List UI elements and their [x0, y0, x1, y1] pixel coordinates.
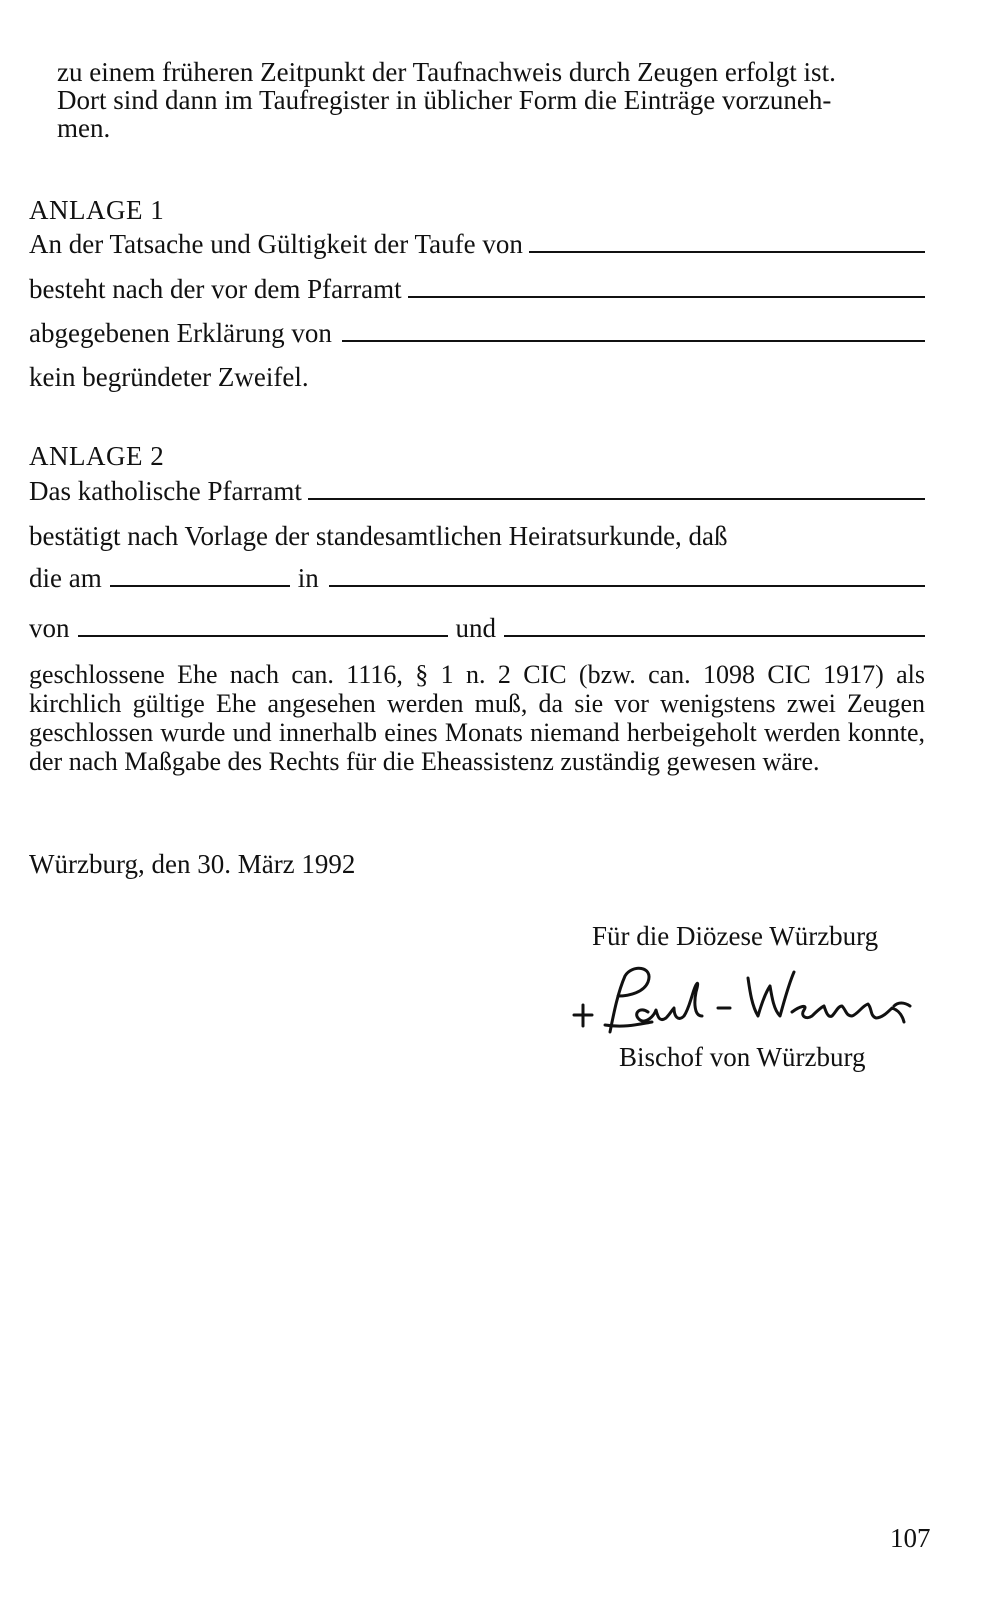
intro-line-1: zu einem früheren Zeitpunkt der Taufnachweis durch Zeugen erfolgt ist. [57, 57, 836, 87]
spouse-1-blank-line[interactable] [78, 635, 448, 637]
handwritten-signature-graphic [570, 962, 930, 1037]
field-label: Das katholische Pfarramt [29, 476, 302, 506]
blank-line[interactable] [342, 340, 925, 342]
anlage-2-heading: ANLAGE 2 [29, 441, 165, 471]
intro-line-2: Dort sind dann im Taufregister in üblicher Form die Einträge vorzuneh- [57, 85, 832, 115]
anlage-1-field-parish [29, 275, 925, 304]
intro-line-3: men. [57, 113, 111, 143]
blank-line[interactable] [529, 251, 925, 253]
page-number: 107 [890, 1523, 931, 1553]
signature [570, 962, 930, 1037]
anlage-2-body: geschlossene Ehe nach can. 1116, § 1 n. 2 CIC (bzw. can. 1098 CIC 1917) als kirchlich gültige Ehe angesehen werden muß, da sie vor wenigstens zwei Zeugen geschlossen wurde und innerhalb eines Monats niemand herbeigeholt werden konnte, der nach Maßgabe des Rechts für die Eheassistenz zuständig gewesen wäre. [29, 660, 925, 776]
anlage-1-heading: ANLAGE 1 [29, 195, 165, 225]
place-label: in [297, 563, 319, 593]
spouse-2-blank-line[interactable] [504, 635, 925, 637]
date-label: die am [29, 563, 102, 593]
anlage-2-date-place-row [29, 564, 925, 593]
bishop-title: Bischof von Würzburg [619, 1042, 866, 1072]
from-label: von [29, 613, 70, 643]
blank-line[interactable] [308, 498, 925, 500]
field-label: abgegebenen Erklärung von [29, 318, 332, 348]
anlage-1-closing: kein begründeter Zweifel. [29, 362, 309, 392]
for-diocese-line: Für die Diözese Würzburg [592, 921, 879, 951]
and-label: und [455, 613, 496, 643]
field-label: besteht nach der vor dem Pfarramt [29, 274, 402, 304]
anlage-1-field-declaration [29, 319, 925, 348]
place-date: Würzburg, den 30. März 1992 [29, 849, 356, 879]
anlage-2-field-parish [29, 477, 925, 506]
blank-line[interactable] [408, 296, 925, 298]
place-blank-line[interactable] [329, 585, 925, 587]
anlage-2-spouses-row [29, 614, 925, 643]
date-blank-line[interactable] [110, 585, 290, 587]
field-label: An der Tatsache und Gültigkeit der Taufe von [29, 229, 523, 259]
anlage-1-field-baptism [29, 230, 925, 259]
anlage-2-statement: bestätigt nach Vorlage der standesamtlichen Heiratsurkunde, daß [29, 521, 728, 551]
